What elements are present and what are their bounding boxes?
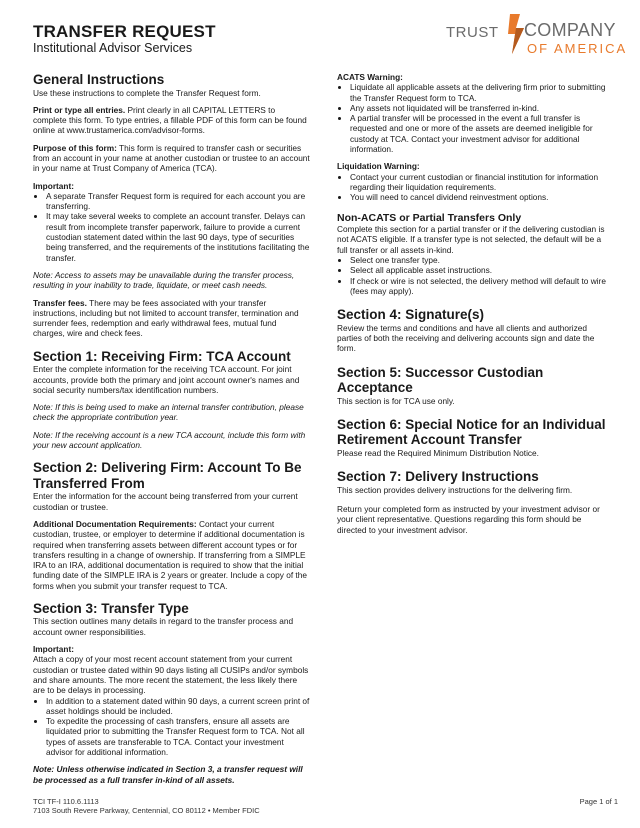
- purpose-paragraph: [33, 143, 310, 174]
- section1-note2: Note: If the receiving account is a new TCA account, include this form with your new account application.: [33, 429, 306, 451]
- list-item: • Select all applicable asset instructions.: [350, 265, 609, 275]
- liquidation-list: [337, 172, 609, 203]
- section1-heading: Section 1: Receiving Firm: TCA Account: [33, 348, 291, 364]
- section7-text2: Return your completed form as instructed by your investment advisor or your client representative. Questions regarding this form should be directed to your investment advisor.: [337, 503, 600, 535]
- important-list: [33, 191, 310, 263]
- section3-important-label: Important:: [33, 644, 75, 655]
- fees-text: There may be fees associated with your transfer instructions, including but not limited to account transfer, termination and surrender fees, redemption and early withdrawal fees, mutual fund charges, wire and check fees.: [33, 297, 299, 339]
- section2-addl-paragraph: [33, 519, 310, 591]
- page-title: TRANSFER REQUEST: [33, 22, 216, 41]
- left-column: [33, 72, 310, 785]
- section3-heading: Section 3: Transfer Type: [33, 600, 189, 616]
- section1-text: Enter the complete information for the receiving TCA account. For joint accounts, provide both the primary and joint account owner's names and social security numbers/tax identification numbers.: [33, 364, 300, 395]
- section6-text: Please read the Required Minimum Distribution Notice.: [337, 447, 539, 458]
- list-item: • A separate Transfer Request form is required for each account you are transferring.: [46, 191, 310, 212]
- footer-form-id: TCI TF-I 110.6.1113: [33, 797, 99, 806]
- note-access: Note: Access to assets may be unavailable during the transfer process, resulting in your inability to trade, liquidate, or meet cash needs.: [33, 269, 295, 291]
- section2-text: Enter the information for the account being transferred from your current custodian or trustee.: [33, 491, 298, 512]
- section5-heading: Section 5: Successor Custodian Acceptance: [337, 364, 544, 396]
- section3-text: This section outlines many details in regard to the transfer process and account owner responsibilities.: [33, 616, 294, 637]
- print-paragraph: [33, 105, 310, 136]
- page-subtitle: Institutional Advisor Services: [33, 41, 193, 55]
- company-logo: [446, 12, 628, 58]
- general-intro: Use these instructions to complete the Transfer Request form.: [33, 87, 261, 98]
- list-item: • If check or wire is not selected, the delivery method will default to wire (fees may apply).: [350, 276, 609, 297]
- section7-text: This section provides delivery instructions for the delivering firm.: [337, 484, 573, 495]
- list-item: • It may take several weeks to complete an account transfer. Delays can result from incomplete transfer paperwork, failure to provide a current custodian statement dated within the last 90 days, type of securities being transferred, and the requirements of the institutions facilitating the transfer.: [46, 211, 310, 262]
- print-label: Print or type all entries.: [33, 104, 126, 115]
- logo-trust-text: TRUST: [446, 24, 499, 41]
- purpose-text: This form is required to transfer cash or securities from an account in your name at another custodian or trustee to an account in your name at Trust Company of America (TCA).: [33, 142, 310, 174]
- section2-heading: Section 2: Delivering Firm: Account To Be Transferred From: [33, 460, 302, 491]
- addl-text: Contact your current custodian, trustee, or employer to determine if additional documentation is required when transferring assets between different account types or for transfers resulting in a change of ownership. If transferring from a SIMPLE IRA to an IRA, additional documentation is required to show that the initial funding date of the SIMPLE IRA is 2 years or greater. Include a copy of the forms when you submit your transfer request to TCA.: [33, 518, 307, 591]
- logo-of-america-text: OF AMERICA: [527, 41, 628, 56]
- section3-list: [33, 696, 310, 758]
- section5-text: This section is for TCA use only.: [337, 395, 455, 406]
- list-item: • A partial transfer will be processed in the event a full transfer is requested and one or more of the assets are deemed ineligible for custody at TCA. Contact your investment advisor for additional information.: [350, 113, 609, 154]
- list-item: • Liquidate all applicable assets at the delivering firm prior to submitting the Transfer Request form to TCA.: [350, 82, 609, 103]
- fees-label: Transfer fees.: [33, 297, 87, 308]
- general-instructions-heading: General Instructions: [33, 72, 165, 87]
- section3-important-text: Attach a copy of your most recent account statement from your current custodian or trustee dated within 90 days listing all CUSIPs and/or symbols and share amounts. The more recent the statement, the less likely there are to be delays in processing.: [33, 654, 309, 696]
- important-label: Important:: [33, 180, 75, 191]
- section4-heading: Section 4: Signature(s): [337, 307, 485, 323]
- list-item: • To expedite the processing of cash transfers, ensure all assets are liquidated prior to submitting the Transfer Request form to TCA. Not all types of assets are transferable to TCA. Contact your investment advisor for additional information.: [46, 716, 310, 757]
- footer-left: [33, 797, 260, 815]
- acats-heading: ACATS Warning:: [337, 72, 403, 82]
- section1-note1: Note: If this is being used to make an internal transfer contribution, please check the appropriate contribution year.: [33, 402, 304, 423]
- list-item: • Any assets not liquidated will be transferred in-kind.: [350, 103, 609, 113]
- nonacats-heading: Non-ACATS or Partial Transfers Only: [337, 211, 522, 224]
- acats-list: [337, 82, 609, 154]
- list-item: • You will need to cancel dividend reinvestment options.: [350, 192, 609, 202]
- right-column: [337, 72, 609, 535]
- purpose-label: Purpose of this form:: [33, 142, 117, 153]
- list-item: • In addition to a statement dated within 90 days, a current screen print of asset holdings should be included.: [46, 696, 310, 717]
- section4-text: Review the terms and conditions and have all clients and authorized parties of both the receiving and delivering accounts sign and date the form.: [337, 322, 595, 354]
- nonacats-list: [337, 255, 609, 296]
- section6-heading: Section 6: Special Notice for an Individual Retirement Account Transfer: [337, 416, 606, 448]
- addl-label: Additional Documentation Requirements:: [33, 518, 197, 529]
- liquidation-heading: Liquidation Warning:: [337, 161, 420, 172]
- fees-paragraph: [33, 298, 310, 339]
- print-text: Print clearly in all CAPITAL LETTERS to complete this form. To type entries, a fillable PDF of this form can be found online at www.trustamerica.com/advisor-forms.: [33, 104, 307, 136]
- nonacats-text: Complete this section for a partial transfer or if the delivering custodian is not ACATS eligible. If a transfer type is not selected, the default will be a full transfer or all assets in-kind.: [337, 224, 605, 255]
- section3-note: Note: Unless otherwise indicated in Section 3, a transfer request will be processed as a full transfer in-kind of all assets.: [33, 764, 303, 785]
- footer-address: 7103 South Revere Parkway, Centennial, CO 80112 • Member FDIC: [33, 806, 260, 815]
- section7-heading: Section 7: Delivery Instructions: [337, 469, 539, 485]
- list-item: • Contact your current custodian or financial institution for information regarding their liquidation requirements.: [350, 172, 609, 193]
- logo-company-text: COMPANY: [524, 20, 616, 40]
- footer-page-number: Page 1 of 1: [579, 797, 618, 806]
- list-item: • Select one transfer type.: [350, 255, 609, 265]
